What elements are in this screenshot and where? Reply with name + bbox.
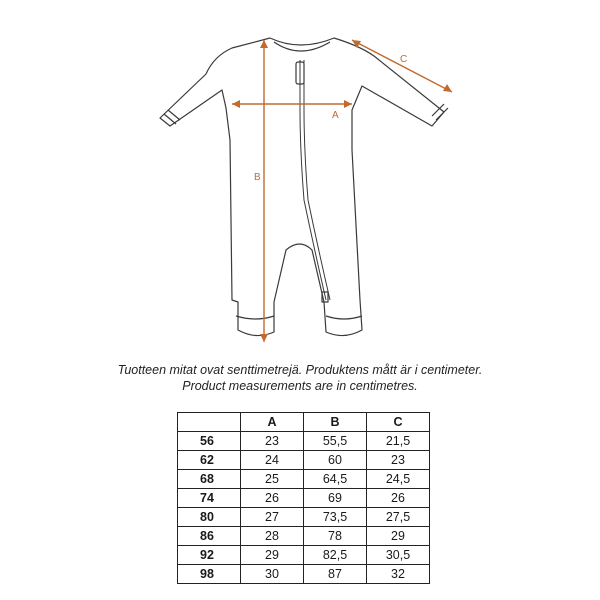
size-cell: 98: [178, 565, 241, 584]
value-b-cell: 64,5: [304, 470, 367, 489]
value-a-cell: 26: [241, 489, 304, 508]
value-a-cell: 24: [241, 451, 304, 470]
measure-c-line: [352, 40, 452, 92]
value-a-cell: 29: [241, 546, 304, 565]
value-b-cell: 73,5: [304, 508, 367, 527]
value-c-cell: 21,5: [367, 432, 430, 451]
romper-outline: [160, 38, 448, 336]
value-b-cell: 60: [304, 451, 367, 470]
value-c-cell: 32: [367, 565, 430, 584]
value-c-cell: 27,5: [367, 508, 430, 527]
size-table: [177, 412, 430, 584]
caption-line-2: Product measurements are in centimetres.: [182, 379, 418, 393]
value-a-cell: 28: [241, 527, 304, 546]
table-header-b: B: [304, 413, 367, 432]
size-cell: 56: [178, 432, 241, 451]
measure-a-arrow-right: [344, 100, 352, 108]
table-header-c: C: [367, 413, 430, 432]
size-cell: 74: [178, 489, 241, 508]
value-b-cell: 78: [304, 527, 367, 546]
table-header-corner: [178, 413, 241, 432]
value-a-cell: 27: [241, 508, 304, 527]
size-cell: 68: [178, 470, 241, 489]
value-c-cell: 26: [367, 489, 430, 508]
value-a-cell: 30: [241, 565, 304, 584]
value-c-cell: 23: [367, 451, 430, 470]
measure-b-arrow-bottom: [260, 334, 268, 342]
value-c-cell: 24,5: [367, 470, 430, 489]
value-b-cell: 82,5: [304, 546, 367, 565]
size-cell: 80: [178, 508, 241, 527]
table-header-row: [178, 413, 430, 432]
measure-b-label: B: [254, 172, 261, 183]
table-row: [178, 432, 430, 451]
value-c-cell: 29: [367, 527, 430, 546]
value-b-cell: 87: [304, 565, 367, 584]
table-row: [178, 527, 430, 546]
measure-c-label: C: [400, 54, 408, 65]
caption-line-1: Tuotteen mitat ovat senttimetrejä. Produktens mått är i centimeter.: [117, 363, 483, 377]
table-row: [178, 451, 430, 470]
measurement-caption: [0, 362, 600, 394]
size-cell: 86: [178, 527, 241, 546]
measure-b-arrow-top: [260, 40, 268, 48]
measure-a-arrow-left: [232, 100, 240, 108]
value-a-cell: 25: [241, 470, 304, 489]
value-b-cell: 55,5: [304, 432, 367, 451]
table-row: [178, 546, 430, 565]
table-row: [178, 508, 430, 527]
value-a-cell: 23: [241, 432, 304, 451]
table-row: [178, 565, 430, 584]
measure-lines: [232, 40, 452, 342]
table-row: [178, 489, 430, 508]
table-row: [178, 470, 430, 489]
table-header-a: A: [241, 413, 304, 432]
measure-a-label: A: [332, 110, 339, 121]
value-b-cell: 69: [304, 489, 367, 508]
value-c-cell: 30,5: [367, 546, 430, 565]
size-cell: 92: [178, 546, 241, 565]
size-cell: 62: [178, 451, 241, 470]
